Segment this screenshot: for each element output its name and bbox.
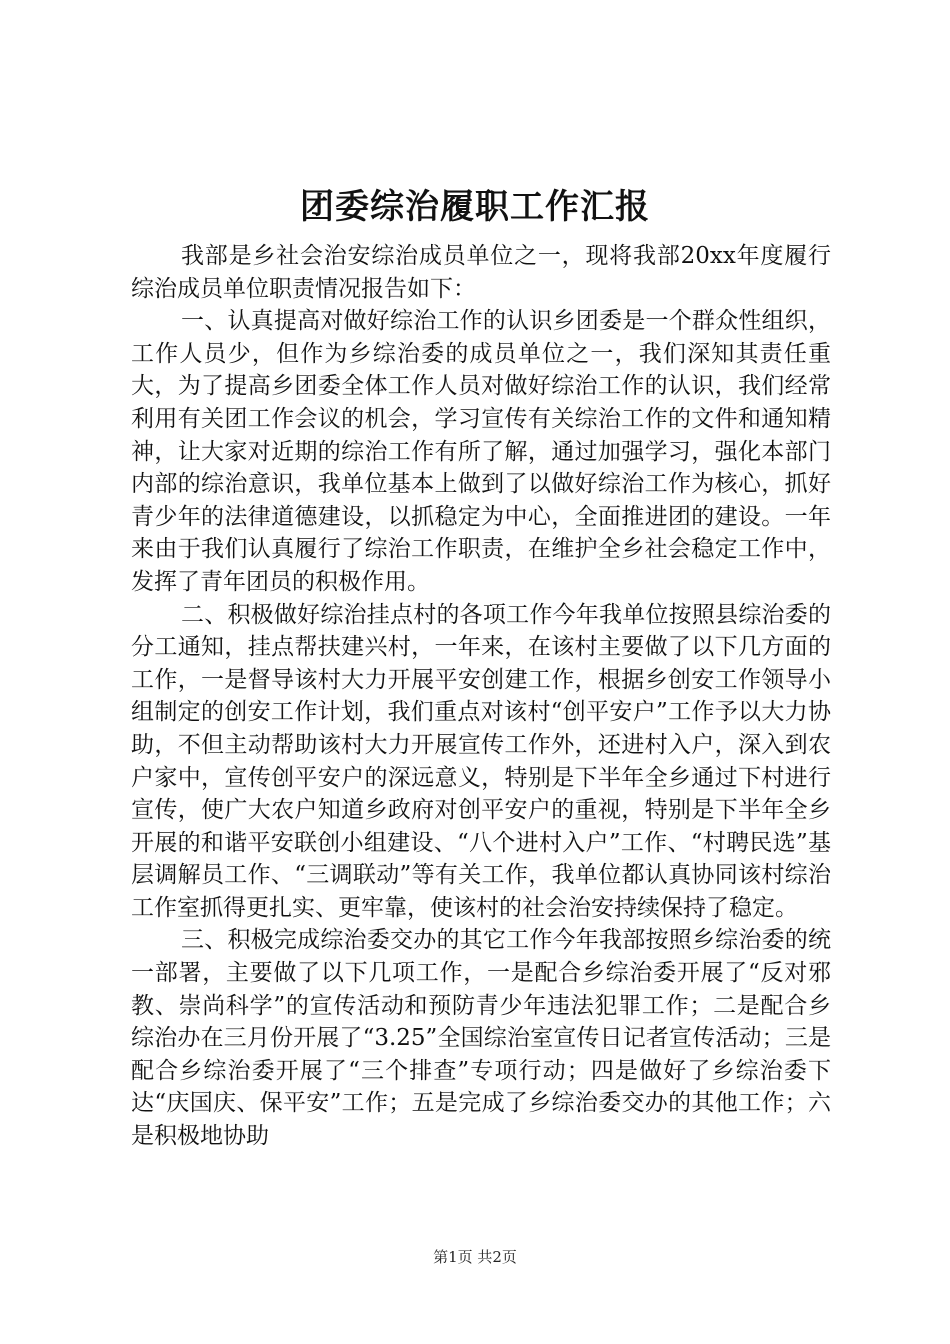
paragraph-section-1: 一、认真提高对做好综治工作的认识乡团委是一个群众性组织，工作人员少，但作为乡综治委的成员单位之一，我们深知其责任重大，为了提高乡团委全体工作人员对做好综治工作的认识，我们经常利用有关团工作会议的机会，学习宣传有关综治工作的文件和通知精神，让大家对近期的综治工作有所了解，通过加强学习，强化本部门内部的综治意识，我单位基本上做到了以做好综治工作为核心，抓好青少年的法律道德建设，以抓稳定为中心，全面推进团的建设。一年来由于我们认真履行了综治工作职责，在维护全乡社会稳定工作中，发挥了青年团员的积极作用。 (131, 308, 831, 595)
document-body (131, 240, 831, 1153)
document-title: 团委综治履职工作汇报 (300, 187, 650, 227)
page-number-footer: 第1页 共2页 (433, 1248, 517, 1266)
paragraph-section-2: 二、积极做好综治挂点村的各项工作今年我单位按照县综治委的分工通知，挂点帮扶建兴村，一年来，在该村主要做了以下几方面的工作，一是督导该村大力开展平安创建工作，根据乡创安工作领导小组制定的创安工作计划，我们重点对该村“创平安户”工作予以大力协助，不但主动帮助该村大力开展宣传工作外，还进村入户，深入到农户家中，宣传创平安户的深远意义，特别是下半年全乡通过下村进行宣传，使广大农户知道乡政府对创平安户的重视，特别是下半年全乡开展的和谐平安联创小组建设、“八个进村入户”工作、“村聘民选”基层调解员工作、“三调联动”等有关工作，我单位都认真协同该村综治工作室抓得更扎实、更牢靠，使该村的社会治安持续保持了稳定。 (131, 601, 831, 921)
paragraph-intro: 我部是乡社会治安综治成员单位之一，现将我部20xx年度履行综治成员单位职责情况报告如下： (131, 243, 831, 302)
paragraph-section-3: 三、积极完成综治委交办的其它工作今年我部按照乡综治委的统一部署，主要做了以下几项工作，一是配合乡综治委开展了“反对邪教、崇尚科学”的宣传活动和预防青少年违法犯罪工作；二是配合乡综治办在三月份开展了“3.25”全国综治室宣传日记者宣传活动；三是配合乡综治委开展了“三个排查”专项行动；四是做好了乡综治委下达“庆国庆、保平安”工作；五是完成了乡综治委交办的其他工作；六是积极地协助 (131, 927, 831, 1150)
